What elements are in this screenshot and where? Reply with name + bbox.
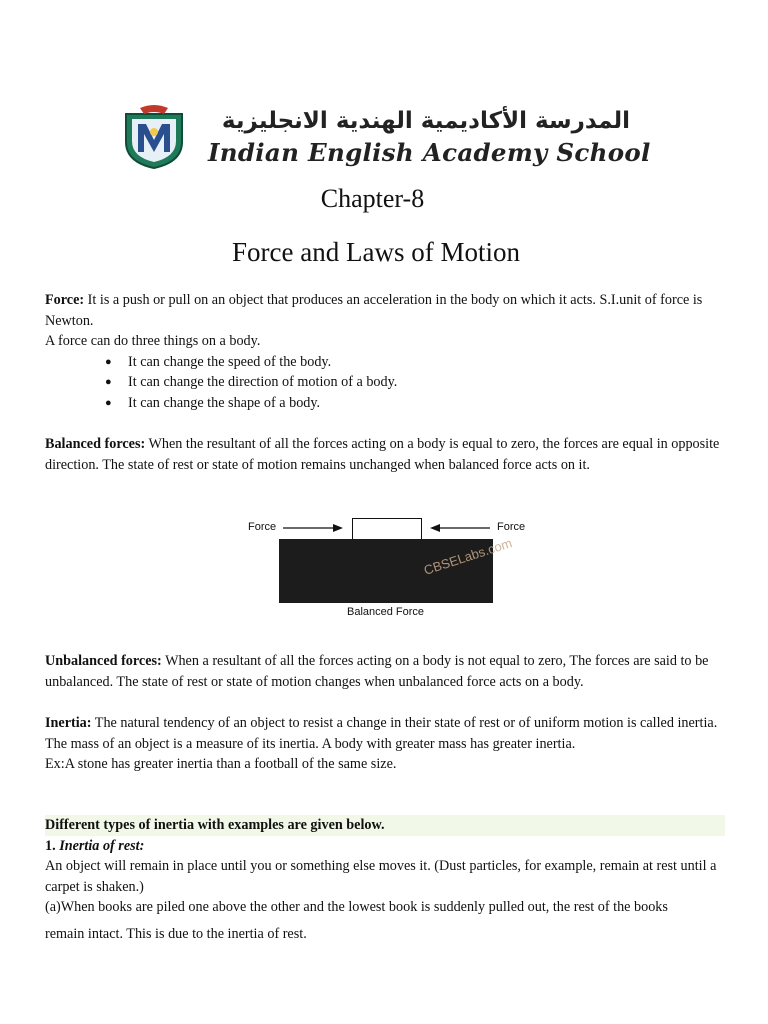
balanced-forces-definition: When the resultant of all the forces acting on a body is equal to zero, the forces are equal in opposite direction. The state of rest or state of motion remains unchanged when balanced force acts on it.	[45, 436, 720, 473]
list-item: ● It can change the direction of motion of a body.	[45, 372, 725, 393]
balanced-forces-section	[45, 434, 725, 475]
list-item: ● It can change the shape of a body.	[45, 393, 725, 414]
surface-block	[279, 539, 493, 603]
force-section	[45, 290, 725, 413]
inertia-of-rest-heading	[45, 836, 725, 857]
left-arrow-icon	[428, 522, 490, 534]
balanced-force-diagram	[240, 515, 540, 625]
unbalanced-forces-label: Unbalanced forces:	[45, 653, 162, 669]
inertia-definition: The natural tendency of an object to resist a change in their state of rest or of uniform motion is called inertia.	[91, 715, 718, 731]
left-force-label: Force	[248, 521, 277, 533]
force-label: Force:	[45, 292, 85, 308]
balanced-forces-label: Balanced forces:	[45, 436, 146, 452]
inertia-of-rest-text: An object will remain in place until you or something else moves it. (Dust particles, for example, remain at rest until a carpet is shaken.)	[45, 858, 717, 895]
item-number: 1.	[45, 837, 60, 854]
chapter-heading: Chapter-8	[320, 184, 425, 213]
school-header	[120, 104, 650, 174]
force-definition: It is a push or pull on an object that produces an acceleration in the body on which it acts. S.I.unit of force is Newton.	[45, 292, 703, 329]
balanced-forces-paragraph	[45, 434, 725, 475]
inertia-of-rest-title: Inertia of rest:	[59, 837, 145, 854]
school-crest-icon	[120, 104, 188, 170]
list-item: ● It can change the speed of the body.	[45, 352, 725, 373]
unbalanced-forces-section	[45, 651, 725, 692]
unbalanced-forces-definition: When a resultant of all the forces acting on a body is not equal to zero, The forces are said to be unbalanced. The state of rest or state of motion changes when unbalanced force acts on a body.	[45, 653, 709, 690]
school-name-arabic: المدرسة الأكاديمية الهندية الانجليزية	[221, 108, 631, 134]
page-title: Force and Laws of Motion	[232, 237, 520, 267]
diagram-caption: Balanced Force	[347, 606, 425, 618]
inertia-section	[45, 713, 725, 775]
inertia-of-rest-example-line1: (a)When books are piled one above the other and the lowest book is suddenly pulled out, the rest of the books	[45, 899, 668, 915]
right-arrow-icon	[283, 522, 345, 534]
watermark: CBSELabs.com	[421, 535, 514, 578]
school-name-english: Indian English Academy School	[208, 138, 651, 167]
inertia-example: Ex:A stone has greater inertia than a football of the same size.	[45, 756, 397, 772]
inertia-label: Inertia:	[45, 715, 92, 731]
inertia-types-heading-text: Different types of inertia with examples are given below.	[45, 817, 385, 833]
force-paragraph	[45, 290, 725, 331]
inertia-types-section	[45, 815, 725, 944]
inertia-paragraph	[45, 713, 725, 734]
force-intro: A force can do three things on a body.	[45, 333, 261, 349]
force-effects-list	[45, 352, 725, 414]
inertia-types-heading	[45, 815, 725, 836]
inertia-mass-text: The mass of an object is a measure of its inertia. A body with greater mass has greater inertia.	[45, 735, 576, 752]
inertia-of-rest-example-line2: remain intact. This is due to the inertia of rest.	[45, 925, 307, 942]
unbalanced-forces-paragraph	[45, 651, 725, 692]
object-block	[352, 518, 422, 540]
right-force-label: Force	[497, 521, 526, 533]
